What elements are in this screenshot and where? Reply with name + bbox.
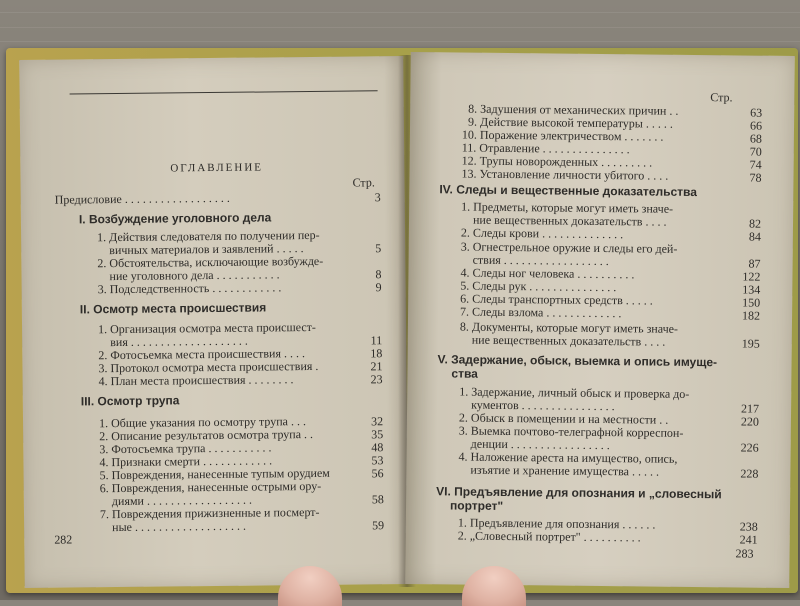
toc-entry: 1. Предъявление для опознания . . . . . . [457,515,656,532]
toc-entry: 4. Наложение ареста на имущество, опись, [458,449,678,466]
toc-page: 5 [375,241,382,256]
toc-page: 59 [372,518,385,533]
toc-entry: 9. Действие высокой температуры . . . . . [467,114,673,131]
toc-entry: 3. Подследственность . . . . . . . . . . . . [97,280,282,297]
toc-entry: 2. „Словесный портрет" . . . . . . . . . . [457,528,641,545]
toc-page: 241 [739,532,758,547]
toc-page: 217 [741,401,760,416]
toc-page: 238 [739,519,758,534]
toc-entry: Предисловие . . . . . . . . . . . . . . . . . . [54,190,230,207]
section-heading: ства [451,366,478,381]
toc-entry: изъятие и хранение имущества . . . . . [470,462,660,479]
toc-entry: 1. Действия следователя по получении пер- [97,227,320,245]
toc-entry: 1. Задержание, личный обыск и проверка до- [459,384,690,401]
page-column-label: Стр. [352,175,375,190]
toc-page: 58 [371,492,384,507]
page-number: 282 [54,532,73,547]
toc-page: 56 [371,466,384,481]
toc-entry: ствия . . . . . . . . . . . . . . . . . . [472,252,609,269]
toc-entry: вия . . . . . . . . . . . . . . . . . . . . [110,333,248,350]
section-heading: II. Осмотр места происшествия [79,300,267,317]
toc-entry: 3. Огнестрельное оружие и следы его дей- [460,239,678,256]
toc-entry: 6. Повреждения, нанесенные острыми ору- [99,478,322,496]
toc-page: 23 [370,372,383,387]
toc-page: 70 [749,144,762,159]
toc-page: 68 [749,131,762,146]
toc-entry: 1. Общие указания по осмотру трупа . . . [98,414,306,431]
page-column-label: Стр. [710,90,733,105]
toc-page: 182 [741,308,761,323]
toc-entry: кументов . . . . . . . . . . . . . . . . [471,397,615,414]
toc-page: 195 [741,336,760,351]
section-heading: I. Возбуждение уголовного дела [78,210,272,227]
section-heading: III. Осмотр трупа [80,393,180,409]
toc-page: 66 [749,118,763,133]
toc-entry: 8. Документы, которые могут иметь значе- [459,319,679,336]
section-heading: V. Задержание, обыск, выемка и опись имуще- [437,352,718,370]
toc-entry: 7. Повреждения прижизненные и посмерт- [99,504,320,522]
toc-entry: 6. Следы транспортных средств . . . . . [460,291,653,308]
toc-entry: 3. Фотосъемка трупа . . . . . . . . . . . [99,440,272,457]
toc-page: 122 [742,269,761,284]
toc-entry: 2. Обстоятельства, исключающие возбужде- [97,253,324,271]
toc-page: 8 [375,267,382,282]
toc-entry: 4. Признаки смерти . . . . . . . . . . . . [99,453,273,470]
toc-page: 11 [370,333,383,348]
toc-page: 9 [375,280,382,295]
top-rule [70,90,378,94]
toc-page: 3 [374,190,381,205]
toc-entry: денции . . . . . . . . . . . . . . . . . [470,436,610,453]
section-heading: IV. Следы и вещественные доказательства [439,182,698,200]
toc-page: 134 [742,282,761,297]
toc-entry: 11. Отравление . . . . . . . . . . . . . . . [461,140,630,157]
toc-page: 84 [748,229,761,244]
toc-entry: 7. Следы взлома . . . . . . . . . . . . . [460,304,622,321]
toc-page: 53 [371,453,384,468]
toc-entry: 3. Протокол осмотра места происшествия . [98,358,319,376]
toc-page: 48 [371,440,384,455]
toc-entry: 1. Организация осмотра места происшест- [97,319,316,337]
toc-page: 18 [370,346,383,361]
toc-page: 21 [370,359,383,374]
toc-entry: ние уголовного дела . . . . . . . . . . . [109,267,280,284]
toc-entry: 2. Описание результатов осмотра трупа . . [99,426,314,444]
toc-entry: вичных материалов и заявлений . . . . . [109,241,304,258]
toc-entry: 5. Повреждения, нанесенные тупым орудием [99,465,330,483]
toc-entry: ние вещественных доказательств . . . . [471,332,666,349]
toc-entry: 3. Выемка почтово-телеграфной корреспон- [458,423,684,440]
toc-page: 74 [749,157,762,172]
toc-page: 32 [370,414,384,429]
toc-page: 82 [748,216,762,231]
toc-entry: ние вещественных доказательств . . . . [472,212,667,229]
toc-page: 226 [740,440,759,455]
toc-page: 63 [750,105,763,120]
toc-entry: 8. Задушения от механических причин . . [468,101,679,118]
right-page [405,52,795,588]
toc-page: 78 [749,170,762,185]
toc-entry: 13. Установление личности убитого . . . . [461,166,669,183]
section-heading: VI. Предъявление для опознания и „словесный [436,484,722,502]
toc-entry: 5. Следы рук . . . . . . . . . . . . . . . [460,278,617,295]
toc-page: 220 [740,414,760,429]
toc-entry: диями . . . . . . . . . . . . . . . . . . [111,492,252,509]
toc-entry: 2. Фотосъемка места происшествия . . . . [98,346,306,363]
toc-page: 87 [748,256,761,271]
left-page [19,56,409,588]
toc-entry: 12. Трупы новорожденных . . . . . . . . . [461,153,653,170]
section-heading: портрет" [449,498,504,513]
toc-page: 150 [742,295,761,310]
toc-entry: 1. Предметы, которые могут иметь значе- [461,199,674,216]
toc-entry: 2. Следы крови . . . . . . . . . . . . . . [460,225,624,242]
toc-entry: 2. Обыск в помещении и на местности . . [458,410,669,427]
page-number: 283 [735,546,754,561]
toc-entry: 10. Поражение электричеством . . . . . . . [461,127,664,144]
toc-entry: ные . . . . . . . . . . . . . . . . . . . [112,518,247,535]
toc-entry: 4. План места происшествия . . . . . . . . [98,372,294,389]
toc-page: 228 [740,466,759,481]
toc-title: ОГЛАВЛЕНИЕ [170,161,264,175]
toc-entry: 4. Следы ног человека . . . . . . . . . . [460,265,635,282]
toc-page: 35 [371,427,384,442]
